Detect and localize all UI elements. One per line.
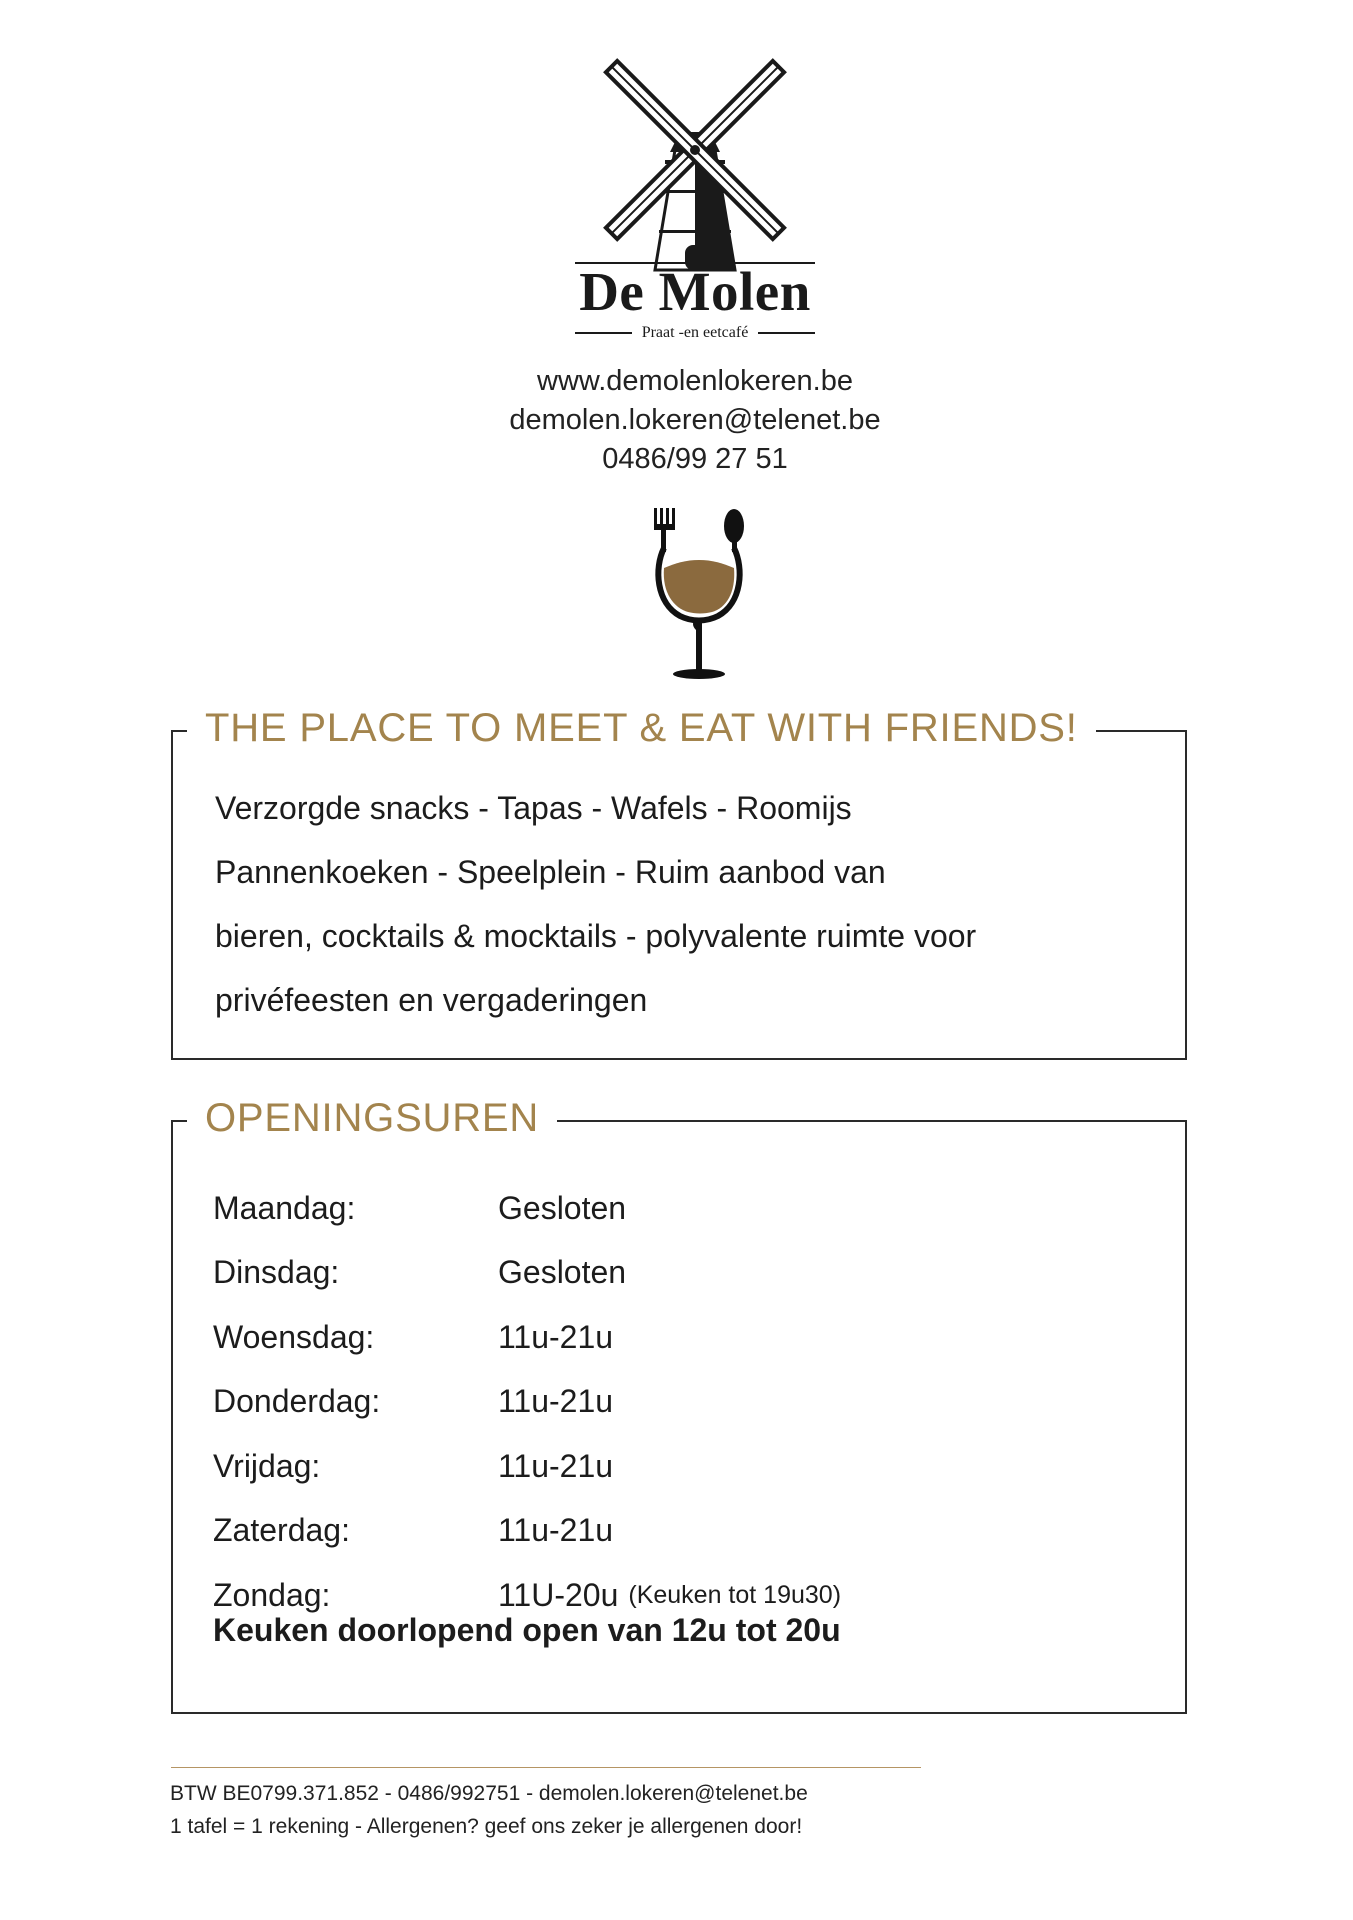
- day-label: Vrijdag:: [213, 1447, 321, 1484]
- day-label: Zaterdag:: [213, 1512, 350, 1549]
- time-value: 11U-20u: [498, 1576, 619, 1613]
- feature-line: bieren, cocktails & mocktails - polyvalente ruimte voor: [215, 918, 977, 954]
- hours-row-monday: [213, 1176, 1153, 1241]
- phone-number[interactable]: 0486/99 27 51: [602, 443, 788, 475]
- feature-line: Verzorgde snacks - Tapas - Wafels - Roomijs: [215, 790, 852, 826]
- tagline-rule-right: [758, 332, 815, 334]
- tagline-rule-left: [575, 332, 632, 334]
- intro-title: THE PLACE TO MEET & EAT WITH FRIENDS!: [187, 706, 1096, 751]
- hours-table: [213, 1176, 1153, 1628]
- footer-line-1: BTW BE0799.371.852 - 0486/992751 - demolen.lokeren@telenet.be: [170, 1782, 808, 1805]
- contact-block: [400, 362, 990, 479]
- time-value: 11u-21u: [498, 1318, 614, 1355]
- day-label: Zondag:: [213, 1576, 331, 1613]
- brand-name: De Molen: [579, 261, 811, 322]
- time-value: Gesloten: [498, 1254, 627, 1291]
- opening-hours-title: OPENINGSUREN: [187, 1096, 557, 1141]
- hours-row-thursday: [213, 1370, 1153, 1435]
- day-label: Maandag:: [213, 1189, 356, 1226]
- time-value: 11u-21u: [498, 1512, 614, 1549]
- time-value: 11u-21u: [498, 1383, 614, 1420]
- footer: [170, 1777, 808, 1843]
- wine-glass-cutlery-icon: [652, 508, 746, 682]
- day-label: Donderdag:: [213, 1383, 381, 1420]
- time-value: Gesloten: [498, 1189, 627, 1226]
- kitchen-hours: Keuken doorlopend open van 12u tot 20u: [213, 1612, 841, 1648]
- hours-row-saturday: [213, 1499, 1153, 1564]
- intro-box: [171, 706, 1187, 1060]
- tagline: Praat -en eetcafé: [641, 324, 749, 341]
- footer-line-2: 1 tafel = 1 rekening - Allergenen? geef ons zeker je allergenen door!: [170, 1815, 803, 1838]
- day-label: Dinsdag:: [213, 1254, 340, 1291]
- day-label: Woensdag:: [213, 1318, 375, 1355]
- website-link[interactable]: www.demolenlokeren.be: [537, 365, 853, 397]
- feature-line: Pannenkoeken - Speelplein - Ruim aanbod van: [215, 854, 886, 890]
- opening-hours-box: [171, 1096, 1187, 1714]
- hours-row-wednesday: [213, 1305, 1153, 1370]
- feature-line: privéfeesten en vergaderingen: [215, 982, 648, 1018]
- email-link[interactable]: demolen.lokeren@telenet.be: [509, 404, 881, 436]
- hours-row-friday: [213, 1434, 1153, 1499]
- hours-row-tuesday: [213, 1241, 1153, 1306]
- footer-divider: [171, 1767, 921, 1768]
- time-value: 11u-21u: [498, 1447, 614, 1484]
- feature-list: [215, 776, 1155, 1032]
- tagline-row: [575, 322, 815, 344]
- kitchen-note: (Keuken tot 19u30): [628, 1580, 842, 1609]
